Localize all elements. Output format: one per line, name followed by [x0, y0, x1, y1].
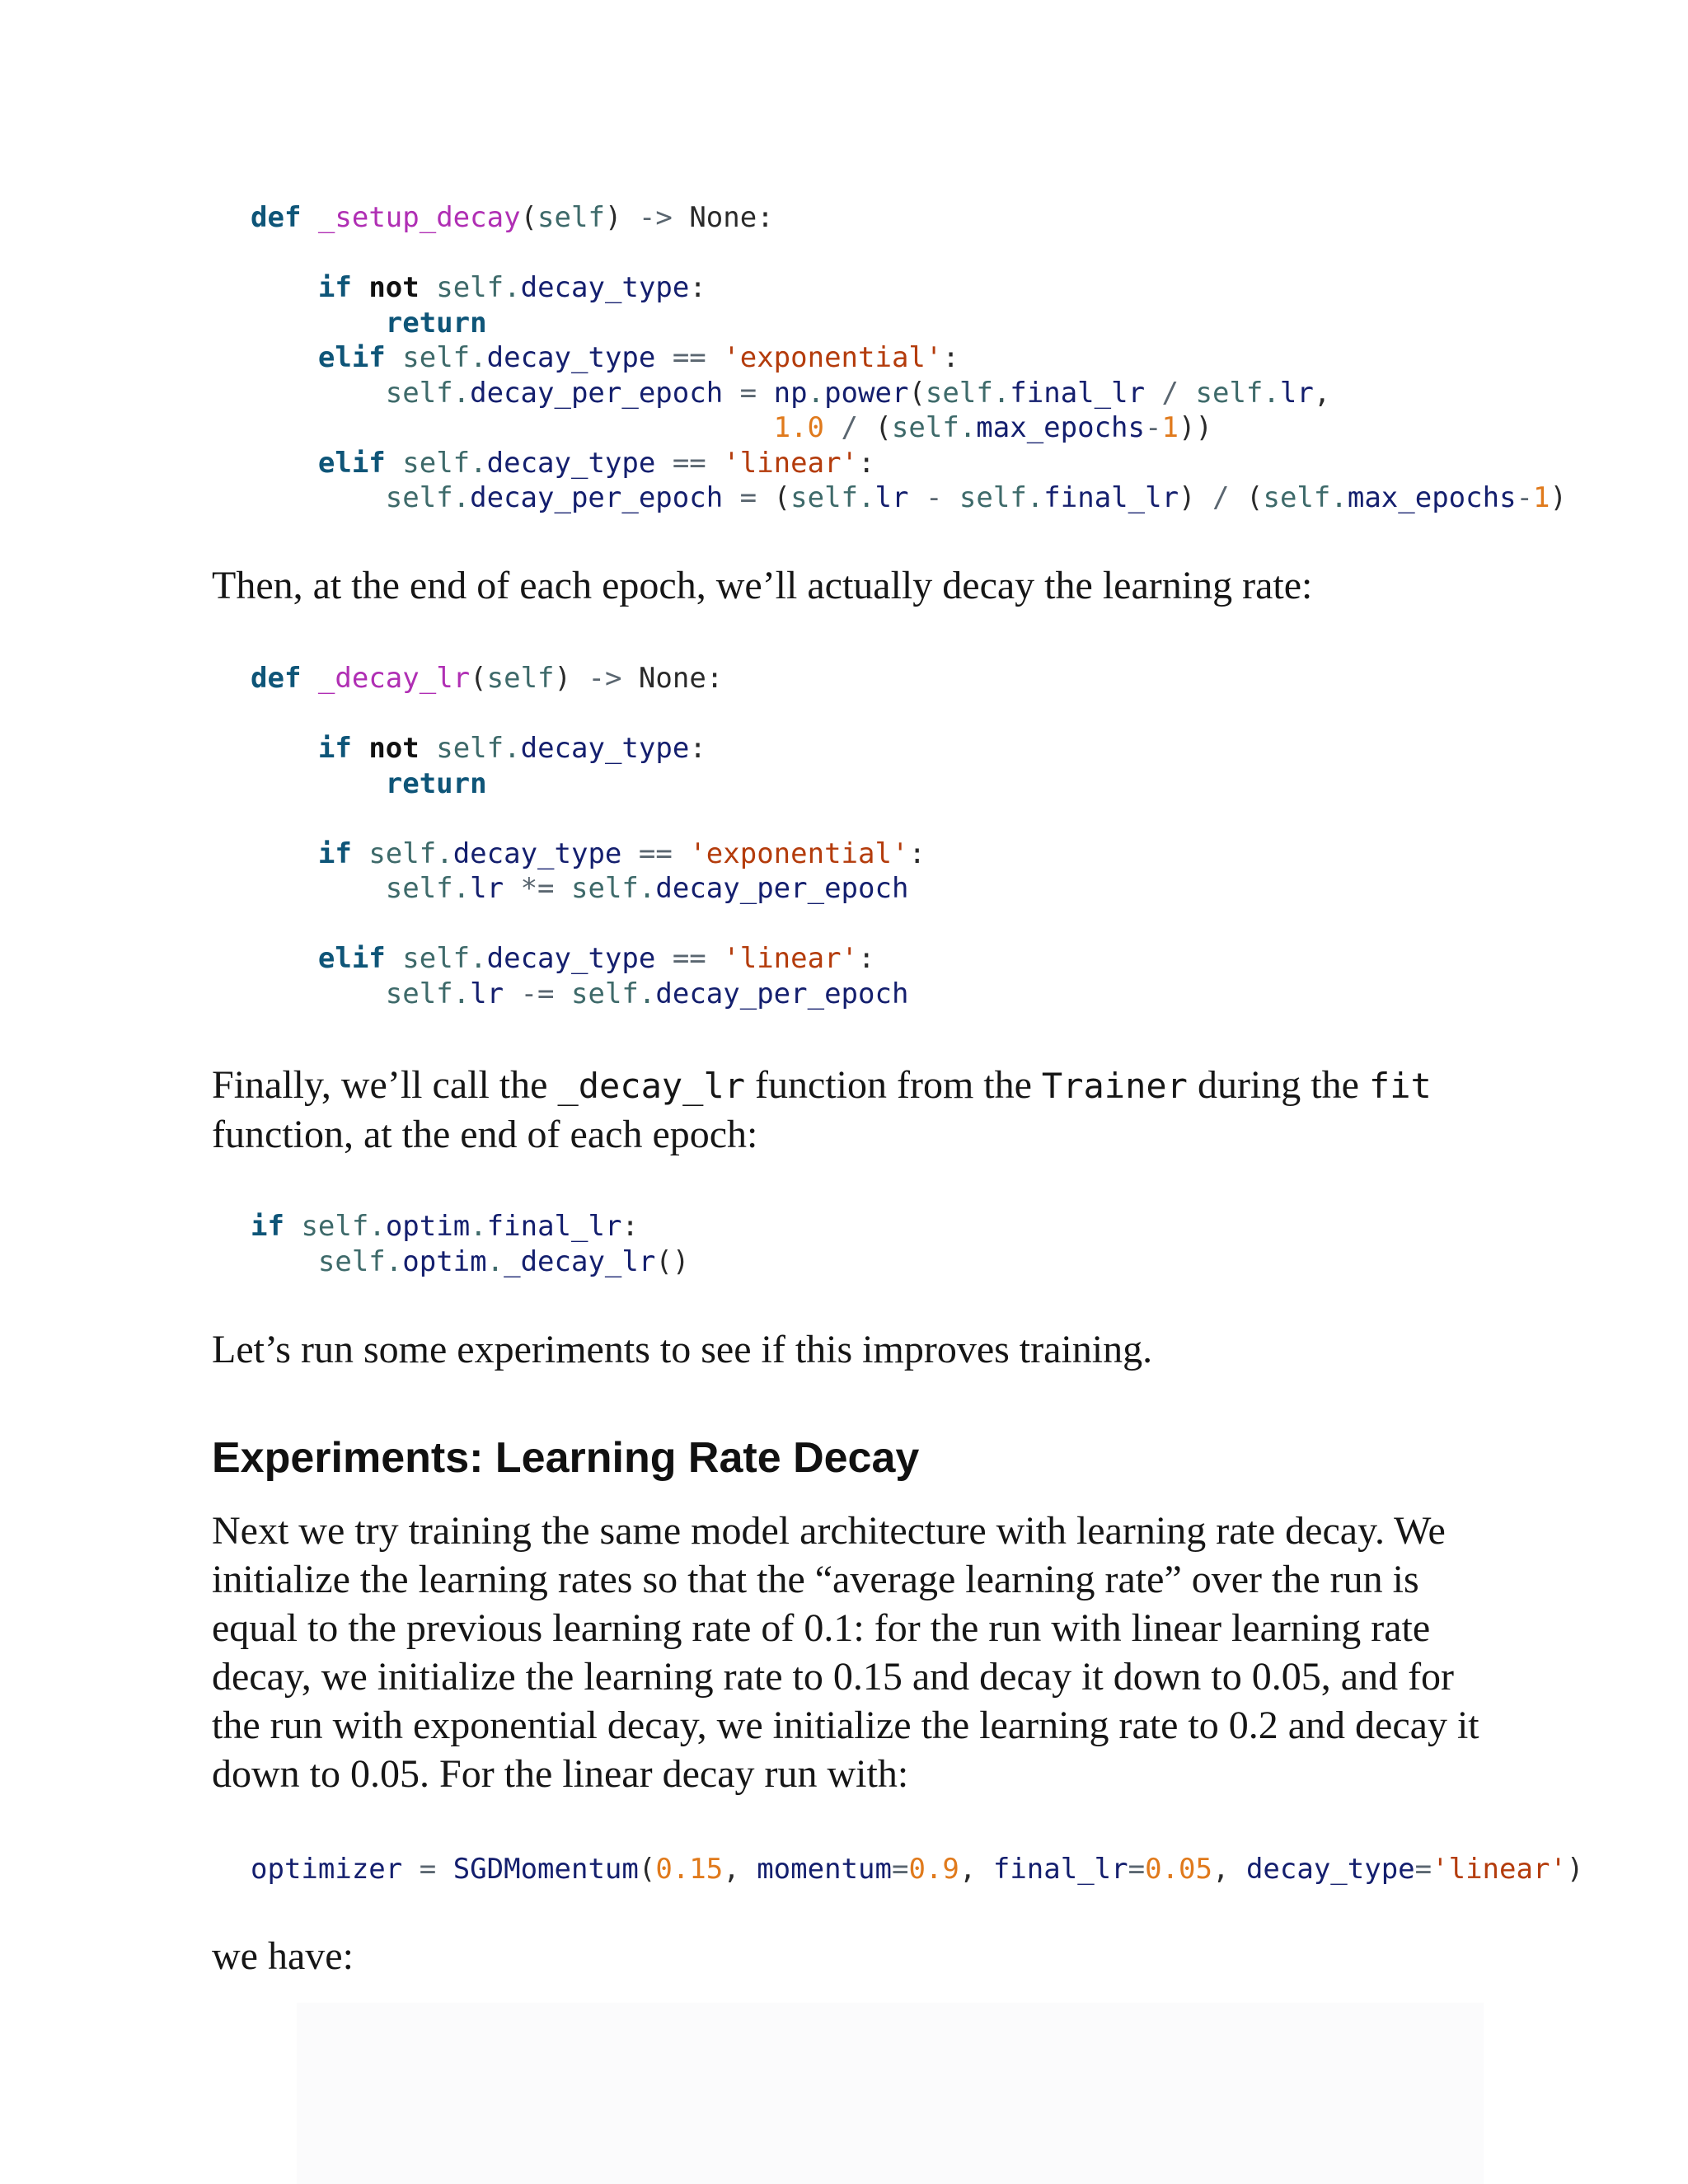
- code-line: self.decay_per_epoch = np.power(self.final_lr / self.lr,: [385, 376, 1331, 410]
- paragraph-run-experiments: Let’s run some experiments to see if this improves training.: [212, 1328, 1153, 1371]
- code-block-optimizer: [251, 1852, 1583, 1887]
- code-line: elif self.decay_type == 'linear':: [317, 942, 875, 975]
- code-line: optimizer = SGDMomentum(0.15, momentum=0.9, final_lr=0.05, decay_type='linear'): [251, 1853, 1584, 1886]
- inline-code-trainer: Trainer: [1041, 1066, 1188, 1106]
- section-heading: Experiments: Learning Rate Decay: [212, 1434, 920, 1482]
- para-text: Finally, we’ll call the: [212, 1063, 558, 1107]
- code-line: [251, 801, 926, 837]
- code-block-decay-lr: [251, 661, 926, 1011]
- paragraph-decay-intro: Then, at the end of each epoch, we’ll actually decay the learning rate:: [212, 564, 1313, 607]
- code-line: [251, 907, 926, 942]
- code-line: if not self.decay_type:: [317, 271, 706, 304]
- code-line: self.decay_per_epoch = (self.lr - self.final_lr) / (self.max_epochs-1): [385, 481, 1567, 514]
- code-line: elif self.decay_type == 'linear':: [317, 446, 875, 480]
- para-text: during the: [1187, 1063, 1369, 1107]
- paragraph-experiments: Next we try training the same model architecture with learning rate decay. We initialize the learning rates so that the “average learning rate” over the run is equal to the previous learning rate of 0.1: for the run with linear learning rate decay, we initialize the learning rate to 0.15 and decay it down to 0.05, and for the run with exponential decay, we initialize the learning rate to 0.2 and decay it down to 0.05. For the linear decay run with:: [212, 1509, 1479, 1796]
- inline-code-decay-lr: _decay_lr: [557, 1066, 746, 1106]
- figure-placeholder: [297, 2003, 1484, 2184]
- code-line: self.lr -= self.decay_per_epoch: [385, 977, 909, 1010]
- code-line: return: [385, 306, 487, 340]
- code-line: def _setup_decay(self) -> None:: [251, 201, 774, 234]
- code-line: 1.0 / (self.max_epochs-1)): [773, 411, 1212, 444]
- code-line: if self.optim.final_lr:: [251, 1210, 639, 1243]
- code-block-setup-decay: [251, 200, 1567, 516]
- paragraph-we-have: we have:: [212, 1934, 354, 1978]
- code-line: def _decay_lr(self) -> None:: [251, 662, 724, 695]
- inline-code-fit: fit: [1368, 1066, 1432, 1106]
- code-line: if self.decay_type == 'exponential':: [317, 837, 926, 870]
- code-line: [251, 236, 1567, 271]
- code-line: self.lr *= self.decay_per_epoch: [385, 872, 909, 905]
- para-text: function, at the end of each epoch:: [212, 1113, 758, 1156]
- code-block-trainer-call: [251, 1209, 689, 1279]
- para-text: function from the: [745, 1063, 1042, 1107]
- code-line: self.optim._decay_lr(): [317, 1244, 690, 1278]
- paragraph-call-decay: [212, 1061, 1481, 1159]
- code-line: if not self.decay_type:: [317, 732, 706, 765]
- code-line: [251, 696, 926, 732]
- code-line: elif self.decay_type == 'exponential':: [317, 341, 959, 374]
- code-line: return: [385, 766, 487, 800]
